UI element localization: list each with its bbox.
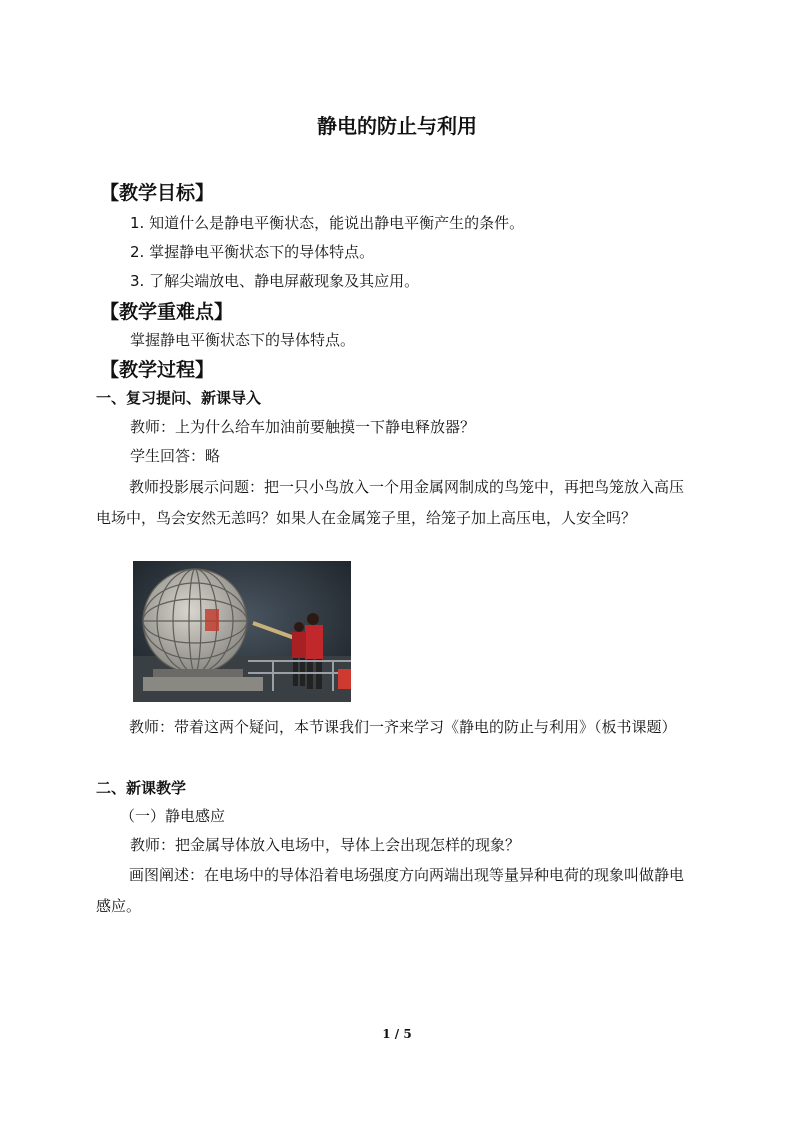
part2-paragraph: 画图阐述：在电场中的导体沿着电场强度方向两端出现等量异种电荷的现象叫做静电感应。: [96, 866, 685, 915]
part2-question: 教师：把金属导体放入电场中，导体上会出现怎样的现象？: [130, 836, 521, 854]
key-text: 掌握静电平衡状态下的导体特点。: [130, 331, 356, 349]
process-heading: 【教学过程】: [100, 359, 215, 381]
faraday-cage-photo: [133, 561, 351, 702]
faraday-cage-illustration: [133, 561, 351, 702]
part1-heading: 一、复习提问、新课导入: [96, 389, 262, 407]
goal-item-2: 2. 掌握静电平衡状态下的导体特点。: [130, 243, 375, 261]
part1-after: 教师：带着这两个疑问，本节课我们一齐来学习《静电的防止与利用》（板书课题）: [129, 718, 677, 736]
part1-question: 教师：上为什么给车加油前要触摸一下静电释放器？: [130, 418, 476, 436]
part2-heading: 二、新课教学: [96, 779, 187, 797]
part2-subheading: （一）静电感应: [120, 807, 226, 825]
goal-item-1: 1. 知道什么是静电平衡状态，能说出静电平衡产生的条件。: [130, 214, 525, 232]
page-number: 1 / 5: [382, 1027, 412, 1041]
part1-answer: 学生回答：略: [130, 447, 221, 465]
key-heading: 【教学重难点】: [100, 301, 234, 323]
part1-paragraph: 教师投影展示问题：把一只小鸟放入一个用金属网制成的鸟笼中，再把鸟笼放入高压电场中，鸟会安然无恙吗？如果人在金属笼子里，给笼子加上高压电，人安全吗？: [96, 478, 685, 527]
document-title: 静电的防止与利用: [317, 114, 477, 138]
goals-heading: 【教学目标】: [100, 182, 215, 204]
goal-item-3: 3. 了解尖端放电、静电屏蔽现象及其应用。: [130, 272, 420, 290]
